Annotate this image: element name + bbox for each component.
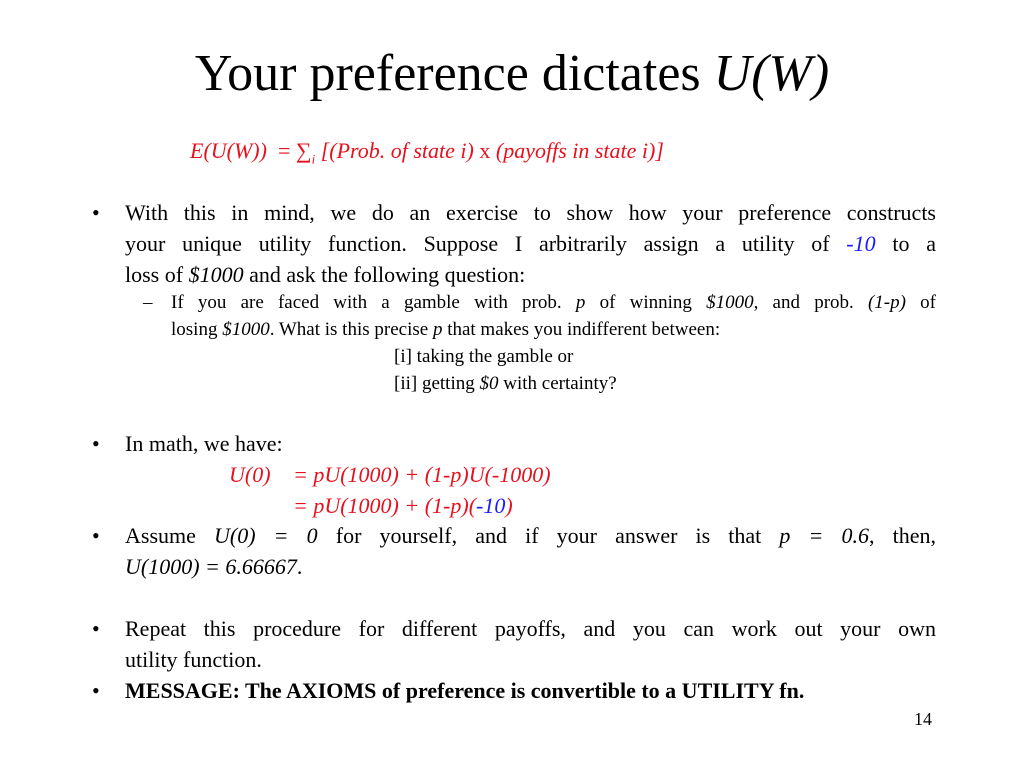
- probability-complement: (1-p): [867, 292, 906, 313]
- option-certainty: [394, 370, 617, 397]
- formula-subscript: i: [311, 151, 316, 167]
- text-fragment: of: [905, 292, 937, 313]
- answer-p: p = 0.6: [779, 523, 869, 548]
- bullet-marker: •: [92, 678, 100, 703]
- text-fragment: with certainty?: [498, 373, 617, 394]
- text-fragment: your unique utility function. Suppose I arbitrarily assign a utility of: [125, 231, 847, 256]
- equation-line-2: [293, 490, 513, 521]
- bullet-marker: •: [92, 200, 100, 225]
- title-function: U(W): [713, 45, 830, 102]
- title-text: Your preference dictates: [194, 45, 714, 102]
- text-fragment: [ii] getting: [394, 373, 480, 394]
- loss-amount: $1000: [222, 319, 270, 340]
- formula-payoff: (payoffs in state i)]: [490, 138, 664, 163]
- certain-amount: $0: [479, 373, 499, 394]
- slide-title: [0, 38, 1024, 110]
- equation-rhs-1: [293, 459, 551, 490]
- equation-line-1: [229, 459, 271, 490]
- probability-p: p: [432, 319, 443, 340]
- bullet-assume-line-1: [125, 520, 936, 551]
- utility-value: -10: [846, 231, 876, 256]
- bullet-repeat-line-1: Repeat this procedure for different payoffs, and you can work out your own: [125, 616, 936, 641]
- message-text: MESSAGE: The AXIOMS of preference is convertible to a UTILITY fn.: [125, 678, 805, 703]
- formula-sum: = ∑: [277, 138, 312, 163]
- text-fragment: . What is this precise: [269, 319, 433, 340]
- bullet-exercise-line-2: [125, 228, 936, 259]
- text-fragment: losing: [171, 319, 223, 340]
- text-fragment: for yourself, and if your answer is that: [317, 523, 780, 548]
- bullet-repeat-line-2: utility function.: [125, 647, 262, 672]
- sub-bullet-gamble-text: [171, 289, 936, 343]
- text-fragment: of winning: [585, 292, 707, 313]
- text-fragment: .: [296, 554, 303, 579]
- text-fragment: that makes you indifferent between:: [442, 319, 721, 340]
- text-fragment: , then,: [869, 523, 936, 548]
- bullet-math-text: In math, we have:: [125, 431, 283, 456]
- text-fragment: If you are faced with a gamble with prob.: [171, 292, 576, 313]
- bullet-exercise-line-1: With this in mind, we do an exercise to show how your preference constructs: [125, 200, 936, 225]
- bullet-exercise-line-3: [125, 259, 936, 290]
- loss-amount: $1000: [188, 262, 244, 287]
- bullet-marker: •: [92, 431, 100, 456]
- probability-p: p: [575, 292, 586, 313]
- option-gamble: [i] taking the gamble or: [394, 346, 574, 367]
- sub-bullet-line-1: [171, 289, 936, 316]
- text-fragment: Assume: [125, 523, 215, 548]
- text-fragment: loss of: [125, 262, 189, 287]
- formula-prob: [(Prob. of state i): [315, 138, 480, 163]
- text-fragment: , and prob.: [753, 292, 868, 313]
- equation-lhs: U(0): [229, 462, 271, 487]
- bullet-assume-text: [125, 520, 936, 582]
- equation-close: ): [505, 493, 513, 518]
- utility-value: -10: [476, 493, 506, 518]
- page-number: 14: [914, 709, 932, 729]
- bullet-assume-line-2: [125, 551, 936, 582]
- assumption-u0: U(0) = 0: [214, 523, 318, 548]
- result-u1000: U(1000) = 6.66667: [125, 554, 297, 579]
- text-fragment: and ask the following question:: [243, 262, 526, 287]
- bullet-repeat-text: [125, 613, 936, 675]
- equation-rhs: = pU(1000) + (1-p)(: [293, 493, 477, 518]
- bullet-exercise-text: [125, 197, 936, 290]
- bullet-marker: •: [92, 523, 100, 548]
- text-fragment: to a: [875, 231, 936, 256]
- formula-times: x: [479, 138, 491, 163]
- win-amount: $1000: [706, 292, 754, 313]
- formula-lhs: E(U(W)): [190, 138, 267, 163]
- bullet-marker: •: [92, 616, 100, 641]
- equation-rhs: = pU(1000) + (1-p)U(-1000): [293, 462, 551, 487]
- sub-bullet-line-2: [171, 316, 936, 343]
- dash-marker: –: [143, 292, 153, 313]
- expected-utility-formula: [190, 136, 664, 174]
